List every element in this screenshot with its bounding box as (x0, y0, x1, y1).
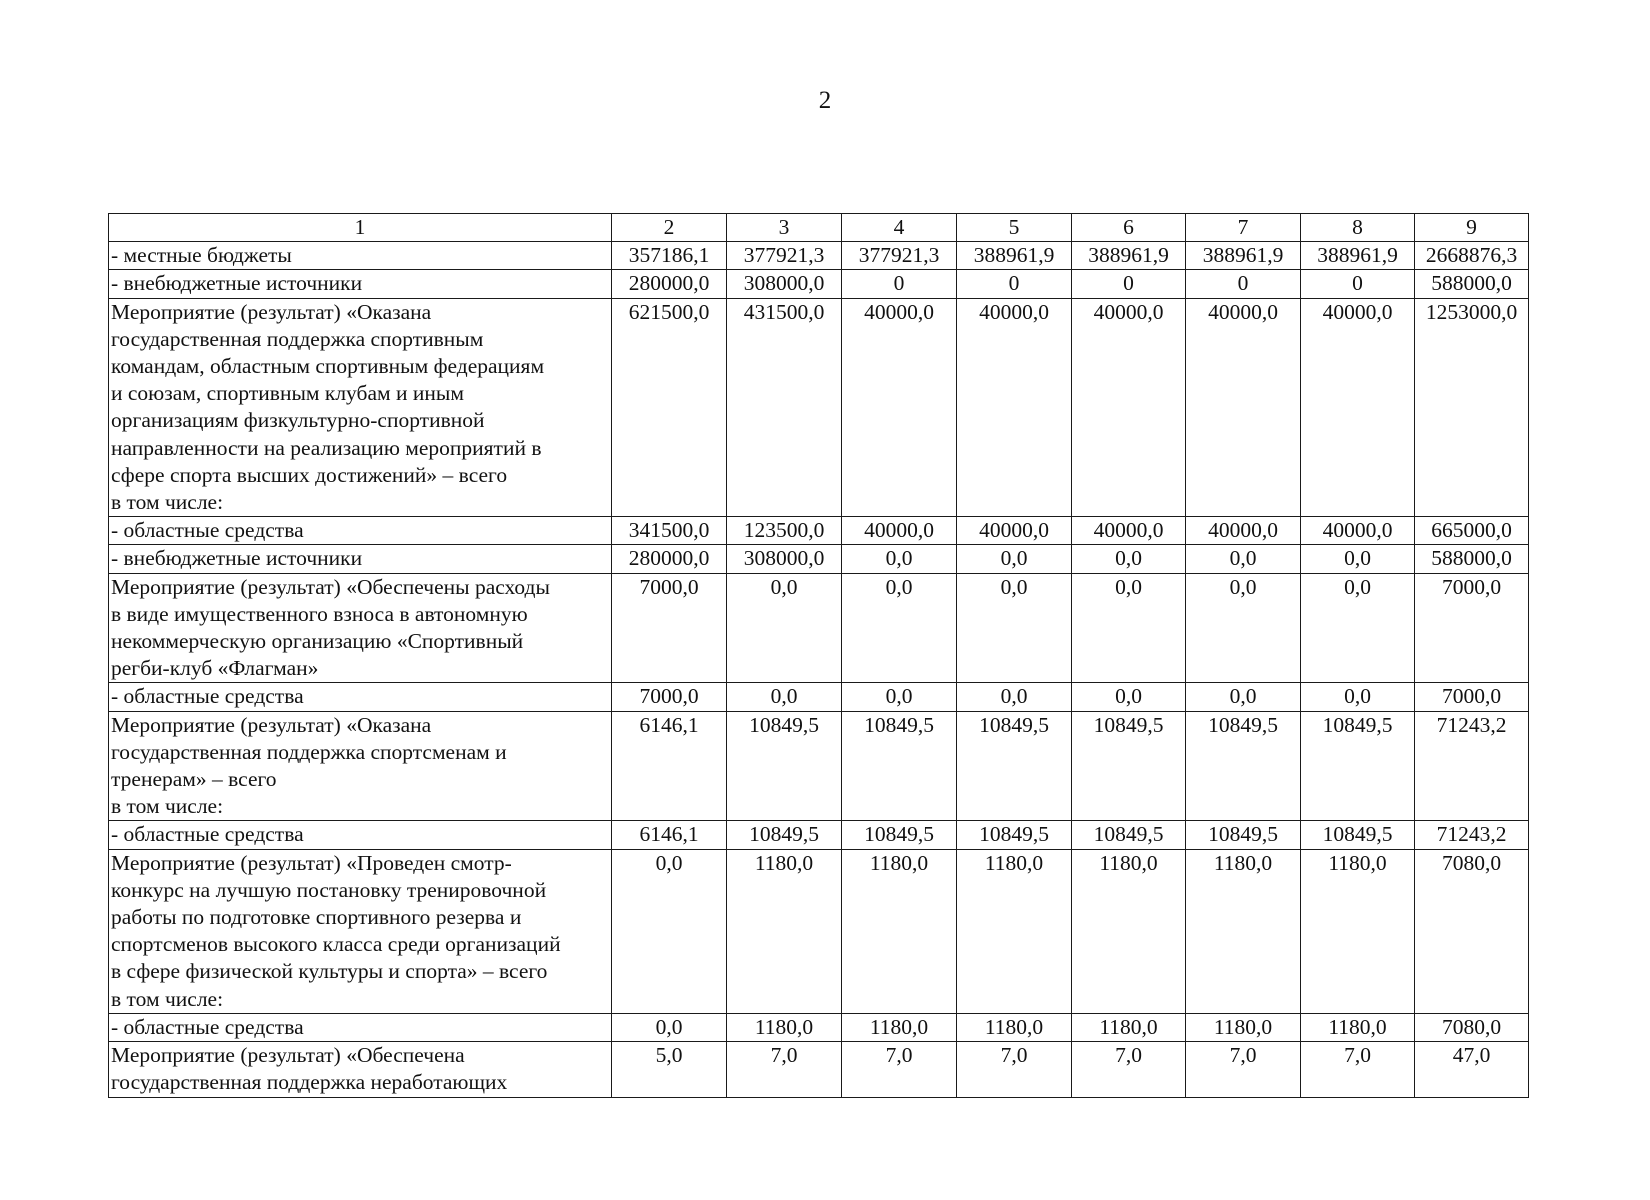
cell-value: 10849,5 (1072, 711, 1186, 821)
cell-value: 7,0 (957, 1042, 1072, 1097)
cell-value: 357186,1 (612, 242, 727, 270)
cell-value: 5,0 (612, 1042, 727, 1097)
cell-value: 10849,5 (842, 711, 957, 821)
table-row (109, 242, 1529, 270)
cell-value: 0,0 (842, 573, 957, 683)
cell-value: 280000,0 (612, 545, 727, 573)
cell-value: 0,0 (842, 683, 957, 711)
row-label: - областные средства (109, 1013, 612, 1041)
cell-value: 341500,0 (612, 517, 727, 545)
table-row (109, 1042, 1529, 1097)
cell-value: 40000,0 (1072, 298, 1186, 517)
table-row (109, 573, 1529, 683)
cell-value: 388961,9 (1301, 242, 1415, 270)
cell-value: 7,0 (1186, 1042, 1301, 1097)
table-row (109, 517, 1529, 545)
cell-value: 0,0 (957, 683, 1072, 711)
budget-table (108, 213, 1529, 1098)
cell-value: 665000,0 (1415, 517, 1529, 545)
cell-value: 10849,5 (727, 821, 842, 849)
cell-value: 7,0 (1301, 1042, 1415, 1097)
cell-value: 7080,0 (1415, 849, 1529, 1013)
row-label: Мероприятие (результат) «Оказана государственная поддержка спортсменам и тренерам» – всего в том числе: (109, 711, 612, 821)
cell-value: 7080,0 (1415, 1013, 1529, 1041)
cell-value: 588000,0 (1415, 545, 1529, 573)
cell-value: 0 (957, 270, 1072, 298)
table-row (109, 270, 1529, 298)
cell-value: 7000,0 (612, 683, 727, 711)
table-row (109, 711, 1529, 821)
column-header-5: 5 (957, 214, 1072, 242)
cell-value: 280000,0 (612, 270, 727, 298)
row-label: - областные средства (109, 683, 612, 711)
row-label: - местные бюджеты (109, 242, 612, 270)
row-label: - областные средства (109, 821, 612, 849)
column-header-1: 1 (109, 214, 612, 242)
cell-value: 10849,5 (1186, 711, 1301, 821)
cell-value: 0,0 (1186, 545, 1301, 573)
cell-value: 388961,9 (957, 242, 1072, 270)
column-header-9: 9 (1415, 214, 1529, 242)
cell-value: 1180,0 (957, 1013, 1072, 1041)
table-header-row (109, 214, 1529, 242)
cell-value: 10849,5 (957, 821, 1072, 849)
cell-value: 40000,0 (1301, 517, 1415, 545)
cell-value: 0,0 (1301, 683, 1415, 711)
row-label: - областные средства (109, 517, 612, 545)
cell-value: 10849,5 (1301, 711, 1415, 821)
cell-value: 0,0 (1186, 573, 1301, 683)
cell-value: 377921,3 (727, 242, 842, 270)
cell-value: 1180,0 (1186, 849, 1301, 1013)
cell-value: 0,0 (842, 545, 957, 573)
cell-value: 0,0 (1186, 683, 1301, 711)
cell-value: 1180,0 (842, 1013, 957, 1041)
cell-value: 10849,5 (957, 711, 1072, 821)
cell-value: 47,0 (1415, 1042, 1529, 1097)
cell-value: 40000,0 (842, 298, 957, 517)
table-row (109, 1013, 1529, 1041)
cell-value: 10849,5 (1301, 821, 1415, 849)
cell-value: 0,0 (957, 545, 1072, 573)
cell-value: 1180,0 (1301, 849, 1415, 1013)
cell-value: 1253000,0 (1415, 298, 1529, 517)
cell-value: 0 (1072, 270, 1186, 298)
cell-value: 1180,0 (1072, 1013, 1186, 1041)
cell-value: 0,0 (1072, 545, 1186, 573)
column-header-3: 3 (727, 214, 842, 242)
cell-value: 40000,0 (957, 517, 1072, 545)
cell-value: 10849,5 (1186, 821, 1301, 849)
cell-value: 6146,1 (612, 821, 727, 849)
cell-value: 7,0 (1072, 1042, 1186, 1097)
row-label: Мероприятие (результат) «Проведен смотр- конкурс на лучшую постановку тренировочной работы по подготовке спортивного резерва и спортсменов высокого класса среди организаций в сфере физической культуры и спорта» – всего в том числе: (109, 849, 612, 1013)
cell-value: 0,0 (612, 1013, 727, 1041)
table-row (109, 298, 1529, 517)
cell-value: 0,0 (1301, 545, 1415, 573)
cell-value: 40000,0 (1186, 517, 1301, 545)
cell-value: 1180,0 (1301, 1013, 1415, 1041)
cell-value: 621500,0 (612, 298, 727, 517)
cell-value: 388961,9 (1072, 242, 1186, 270)
column-header-7: 7 (1186, 214, 1301, 242)
cell-value: 40000,0 (842, 517, 957, 545)
cell-value: 0 (1186, 270, 1301, 298)
cell-value: 7,0 (842, 1042, 957, 1097)
row-label: Мероприятие (результат) «Обеспечены расходы в виде имущественного взноса в автономную некоммерческую организацию «Спортивный регби-клуб «Флагман» (109, 573, 612, 683)
cell-value: 1180,0 (727, 1013, 842, 1041)
table-body (109, 214, 1529, 1098)
row-label: - внебюджетные источники (109, 545, 612, 573)
table-row (109, 683, 1529, 711)
cell-value: 40000,0 (1072, 517, 1186, 545)
row-label: Мероприятие (результат) «Оказана государственная поддержка спортивным командам, областным спортивным федерациям и союзам, спортивным клубам и иным организациям физкультурно-спортивной направленности на реализацию мероприятий в сфере спорта высших достижений» – всего в том числе: (109, 298, 612, 517)
cell-value: 6146,1 (612, 711, 727, 821)
cell-value: 7000,0 (1415, 573, 1529, 683)
page-number: 2 (818, 87, 832, 114)
column-header-2: 2 (612, 214, 727, 242)
cell-value: 7000,0 (1415, 683, 1529, 711)
cell-value: 71243,2 (1415, 711, 1529, 821)
cell-value: 308000,0 (727, 270, 842, 298)
table-row (109, 545, 1529, 573)
cell-value: 40000,0 (1186, 298, 1301, 517)
cell-value: 7000,0 (612, 573, 727, 683)
cell-value: 10849,5 (727, 711, 842, 821)
column-header-8: 8 (1301, 214, 1415, 242)
row-label: Мероприятие (результат) «Обеспечена государственная поддержка неработающих (109, 1042, 612, 1097)
column-header-6: 6 (1072, 214, 1186, 242)
cell-value: 0,0 (957, 573, 1072, 683)
cell-value: 40000,0 (957, 298, 1072, 517)
cell-value: 0,0 (1301, 573, 1415, 683)
cell-value: 1180,0 (842, 849, 957, 1013)
cell-value: 7,0 (727, 1042, 842, 1097)
cell-value: 388961,9 (1186, 242, 1301, 270)
column-header-4: 4 (842, 214, 957, 242)
cell-value: 0,0 (1072, 683, 1186, 711)
cell-value: 308000,0 (727, 545, 842, 573)
table-row (109, 821, 1529, 849)
table-row (109, 849, 1529, 1013)
cell-value: 1180,0 (1186, 1013, 1301, 1041)
cell-value: 588000,0 (1415, 270, 1529, 298)
cell-value: 71243,2 (1415, 821, 1529, 849)
row-label: - внебюджетные источники (109, 270, 612, 298)
cell-value: 0,0 (1072, 573, 1186, 683)
cell-value: 1180,0 (1072, 849, 1186, 1013)
cell-value: 1180,0 (727, 849, 842, 1013)
cell-value: 2668876,3 (1415, 242, 1529, 270)
cell-value: 10849,5 (1072, 821, 1186, 849)
cell-value: 40000,0 (1301, 298, 1415, 517)
cell-value: 0,0 (727, 573, 842, 683)
cell-value: 123500,0 (727, 517, 842, 545)
cell-value: 10849,5 (842, 821, 957, 849)
cell-value: 0 (842, 270, 957, 298)
cell-value: 1180,0 (957, 849, 1072, 1013)
cell-value: 0 (1301, 270, 1415, 298)
cell-value: 431500,0 (727, 298, 842, 517)
cell-value: 377921,3 (842, 242, 957, 270)
cell-value: 0,0 (612, 849, 727, 1013)
cell-value: 0,0 (727, 683, 842, 711)
